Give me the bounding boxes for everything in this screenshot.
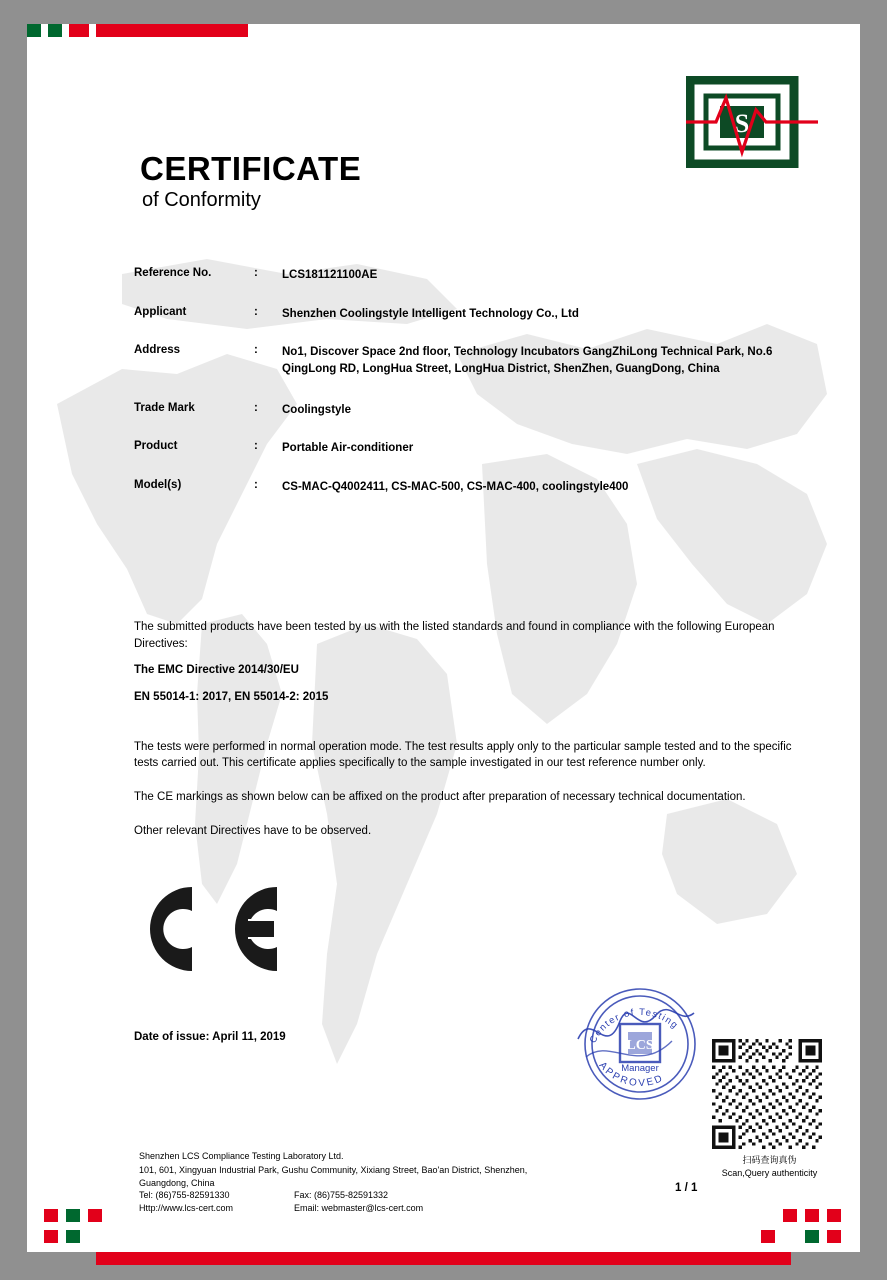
field-value: No1, Discover Space 2nd floor, Technology Incubators GangZhiLong Technical Park, No.6 QingLong RD, LongHua Street, LongHua District, ShenZhen, GuangDong, China xyxy=(282,346,773,376)
qr-caption-cn: 扫码查询真伪 xyxy=(742,1155,797,1165)
qr-caption xyxy=(687,1154,852,1180)
bottom-block-6 xyxy=(783,1209,797,1222)
intro-paragraph: The submitted products have been tested by us with the listed standards and found in compliance with the following European Directives: xyxy=(134,621,775,650)
field-row xyxy=(134,440,814,457)
bottom-block-11 xyxy=(761,1230,775,1243)
bottom-block-10 xyxy=(827,1230,841,1243)
footer xyxy=(139,1150,659,1215)
qr-caption-en: Scan,Query authenticity xyxy=(721,1168,818,1179)
contact-row-1 xyxy=(139,1189,659,1202)
fields-list xyxy=(134,267,814,518)
lab-address-line1: 101, 601, Xingyuan Industrial Park, Gushu Community, Xixiang Street, Bao'an District, Shenzhen, xyxy=(139,1164,528,1175)
stamp-role: Manager xyxy=(621,1063,659,1074)
field-label: Trade Mark xyxy=(134,401,195,414)
tests-paragraph: The tests were performed in normal operation mode. The test results apply only to the particular sample tested and to the specific tests carried out. This certificate applies specifically to the sample investigated in our test reference number only. xyxy=(134,740,792,770)
field-label: Model(s) xyxy=(134,479,182,492)
field-row xyxy=(134,479,814,496)
directive-line: The EMC Directive 2014/30/EU xyxy=(134,664,299,677)
bottom-block-3 xyxy=(88,1209,102,1222)
field-label: Reference No. xyxy=(134,267,212,279)
bottom-block-5 xyxy=(44,1230,58,1243)
field-colon: : xyxy=(254,479,258,492)
contact-row-2 xyxy=(139,1202,659,1215)
top-red-block xyxy=(69,24,89,37)
page-title: CERTIFICATE xyxy=(140,150,362,187)
field-value: Portable Air-conditioner xyxy=(282,442,414,455)
page-number: 1 / 1 xyxy=(675,1182,698,1194)
svg-text:S: S xyxy=(734,109,750,138)
stamp-ring-top: Center of Testing xyxy=(587,1006,681,1046)
lab-fax: Fax: (86)755-82591332 xyxy=(294,1190,389,1201)
bottom-block-1 xyxy=(44,1209,58,1222)
field-row xyxy=(134,306,814,323)
field-row xyxy=(134,267,814,284)
body-text xyxy=(134,619,794,856)
lab-address-line2: Guangdong, China xyxy=(139,1177,215,1188)
approval-stamp xyxy=(560,979,720,1109)
lab-tel: Tel: (86)755-82591330 xyxy=(139,1190,230,1201)
bottom-red-bar xyxy=(96,1252,791,1265)
lab-name: Shenzhen LCS Compliance Testing Laboratory Ltd. xyxy=(139,1151,344,1161)
field-value: Coolingstyle xyxy=(282,403,352,416)
other-directives-paragraph: Other relevant Directives have to be observed. xyxy=(134,824,372,837)
field-colon: : xyxy=(254,305,258,318)
lab-website[interactable]: Http://www.lcs-cert.com xyxy=(139,1203,234,1214)
top-red-bar xyxy=(96,24,248,37)
field-label: Address xyxy=(134,344,181,357)
top-green-block-1 xyxy=(27,24,41,37)
field-row xyxy=(134,344,814,377)
date-of-issue: Date of issue: April 11, 2019 xyxy=(134,1031,286,1043)
stamp-mark: LCS xyxy=(626,1038,654,1053)
field-colon: : xyxy=(254,267,258,279)
field-value: CS-MAC-Q4002411, CS-MAC-500, CS-MAC-400, coolingstyle400 xyxy=(282,481,629,494)
bottom-block-7 xyxy=(805,1209,819,1222)
field-row xyxy=(134,402,814,419)
lab-email[interactable]: Email: webmaster@lcs-cert.com xyxy=(294,1203,424,1214)
page-subtitle: of Conformity xyxy=(142,189,261,211)
ce-paragraph: The CE markings as shown below can be affixed on the product after preparation of necessary technical documentation. xyxy=(134,791,746,804)
bottom-block-8 xyxy=(827,1209,841,1222)
qr-code[interactable] xyxy=(712,1039,822,1149)
field-colon: : xyxy=(254,344,258,357)
certificate-sheet xyxy=(27,24,860,1252)
field-colon: : xyxy=(254,440,258,453)
top-green-block-2 xyxy=(48,24,62,37)
standards-line: EN 55014-1: 2017, EN 55014-2: 2015 xyxy=(134,691,329,704)
ce-mark-icon xyxy=(130,879,290,979)
stamp-ring-bottom: APPROVED xyxy=(596,1060,666,1090)
field-label: Product xyxy=(134,440,178,453)
field-value: Shenzhen Coolingstyle Intelligent Technology Co., Ltd xyxy=(282,307,579,320)
field-value: LCS181121100AE xyxy=(282,269,378,281)
bottom-block-2 xyxy=(66,1209,80,1222)
bottom-block-9 xyxy=(805,1230,819,1243)
field-label: Applicant xyxy=(134,305,187,318)
field-colon: : xyxy=(254,401,258,414)
bottom-block-4 xyxy=(66,1230,80,1243)
lcs-logo-icon xyxy=(686,76,818,168)
